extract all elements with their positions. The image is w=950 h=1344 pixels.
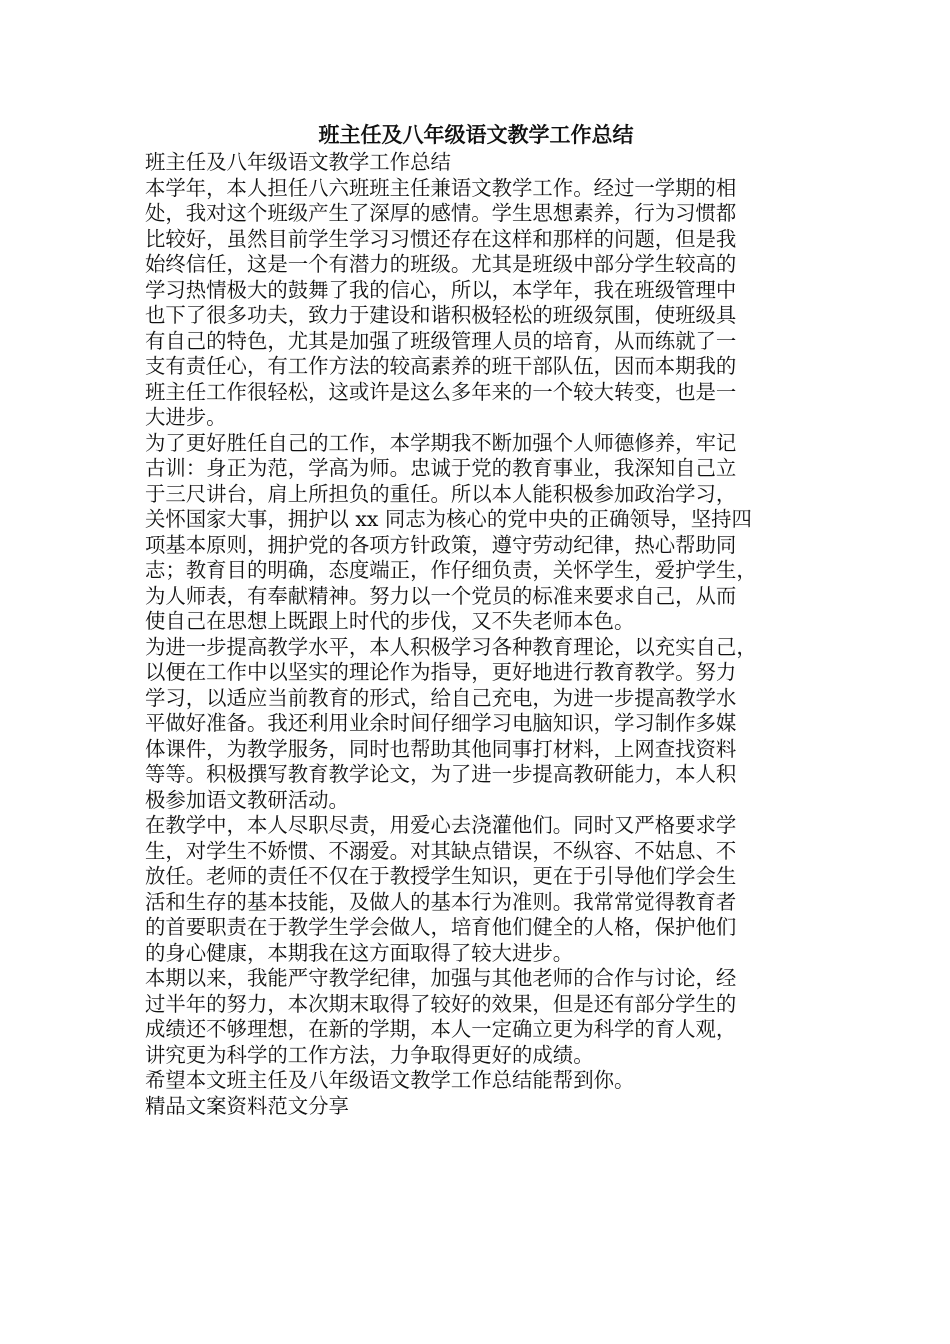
paragraph-line: 支有责任心，有工作方法的较高素养的班干部队伍，因而本期我的 (145, 354, 737, 378)
paragraph-line: 体课件，为教学服务，同时也帮助其他同事打材料，上网查找资料 (145, 736, 737, 761)
paragraph-line: 于三尺讲台，肩上所担负的重任。所以本人能积极参加政治学习， (145, 481, 737, 506)
paragraph (145, 1094, 805, 1120)
paragraph-line: 在教学中，本人尽职尽责，用爱心去浇灌他们。同时又严格要求学 (145, 813, 737, 837)
paragraph-line: 为进一步提高教学水平，本人积极学习各种教育理论，以充实自己， (145, 634, 757, 659)
document-body (145, 176, 805, 1120)
paragraph-line: 有自己的特色，尤其是加强了班级管理人员的培育，从而练就了一 (145, 328, 737, 353)
paragraph-line: 以便在工作中以坚实的理论作为指导，更好地进行教育教学。努力 (145, 660, 737, 684)
paragraph-line: 的身心健康，本期我在这方面取得了较大进步。 (145, 940, 574, 965)
paragraph-line: 学习，以适应当前教育的形式，给自己充电，为进一步提高教学水 (145, 685, 737, 710)
paragraph (145, 813, 805, 966)
paragraph-line: 过半年的努力，本次期末取得了较好的效果，但是还有部分学生的 (145, 991, 737, 1016)
document-subtitle: 班主任及八年级语文教学工作总结 (145, 150, 451, 174)
paragraph-line: 讲究更为科学的工作方法，力争取得更好的成绩。 (145, 1042, 594, 1067)
paragraph-line: 班主任工作很轻松，这或许是这么多年来的一个较大转变，也是一 (145, 379, 737, 404)
paragraph-line: 生，对学生不娇惯、不溺爱。对其缺点错误，不纵容、不姑息、不 (145, 838, 737, 863)
paragraph-line: 成绩还不够理想，在新的学期，本人一定确立更为科学的育人观， (145, 1017, 737, 1041)
paragraph-line: 大进步。 (145, 405, 227, 429)
paragraph-line: 放任。老师的责任不仅在于教授学生知识，更在于引导他们学会生 (145, 864, 737, 888)
paragraph-line: 等等。积极撰写教育教学论文，为了进一步提高教研能力，本人积 (145, 762, 737, 786)
paragraph-line: 也下了很多功夫，致力于建设和谐积极轻松的班级氛围，使班级具 (145, 303, 737, 327)
paragraph-line: 古训：身正为范，学高为师。忠诚于党的教育事业，我深知自己立 (145, 456, 737, 480)
paragraph-line: 始终信任，这是一个有潜力的班级。尤其是班级中部分学生较高的 (145, 252, 737, 276)
document-page (145, 120, 805, 1119)
paragraph-line: 极参加语文教研活动。 (145, 787, 349, 812)
paragraph-line: 项基本原则，拥护党的各项方针政策，遵守劳动纪律，热心帮助同 (145, 532, 737, 557)
paragraph-line: 使自己在思想上既跟上时代的步伐，又不失老师本色。 (145, 609, 635, 633)
document-title: 班主任及八年级语文教学工作总结 (318, 122, 634, 147)
paragraph-line: 本期以来，我能严守教学纪律，加强与其他老师的合作与讨论，经 (145, 966, 737, 990)
paragraph-line: 精品文案资料范文分享 (145, 1093, 349, 1118)
paragraph (145, 966, 805, 1068)
paragraph (145, 635, 805, 814)
paragraph-line: 为了更好胜任自己的工作，本学期我不断加强个人师德修养，牢记 (145, 430, 737, 455)
paragraph-line: 比较好，虽然目前学生学习习惯还存在这样和那样的问题，但是我 (145, 226, 737, 251)
paragraph (145, 431, 805, 635)
paragraph-line: 志；教育目的明确，态度端正，作仔细负责，关怀学生，爱护学生， (145, 558, 757, 582)
paragraph-line: 平做好准备。我还利用业余时间仔细学习电脑知识，学习制作多媒 (145, 711, 737, 735)
paragraph-line: 处，我对这个班级产生了深厚的感情。学生思想素养，行为习惯都 (145, 201, 737, 225)
paragraph-line: 的首要职责在于教学生学会做人，培育他们健全的人格，保护他们 (145, 915, 737, 939)
paragraph (145, 176, 805, 431)
paragraph-line: 学习热情极大的鼓舞了我的信心，所以，本学年，我在班级管理中 (145, 277, 737, 302)
paragraph-line: 关怀国家大事，拥护以 xx 同志为核心的党中央的正确领导，坚持四 (145, 507, 752, 531)
paragraph-line: 本学年，本人担任八六班班主任兼语文教学工作。经过一学期的相 (145, 175, 737, 200)
paragraph-line: 活和生存的基本技能，及做人的基本行为准则。我常常觉得教育者 (145, 889, 737, 914)
paragraph-line: 希望本文班主任及八年级语文教学工作总结能帮到你。 (145, 1068, 635, 1092)
paragraph-line: 为人师表，有奉献精神。努力以一个党员的标准来要求自己，从而 (145, 583, 737, 608)
paragraph (145, 1068, 805, 1094)
